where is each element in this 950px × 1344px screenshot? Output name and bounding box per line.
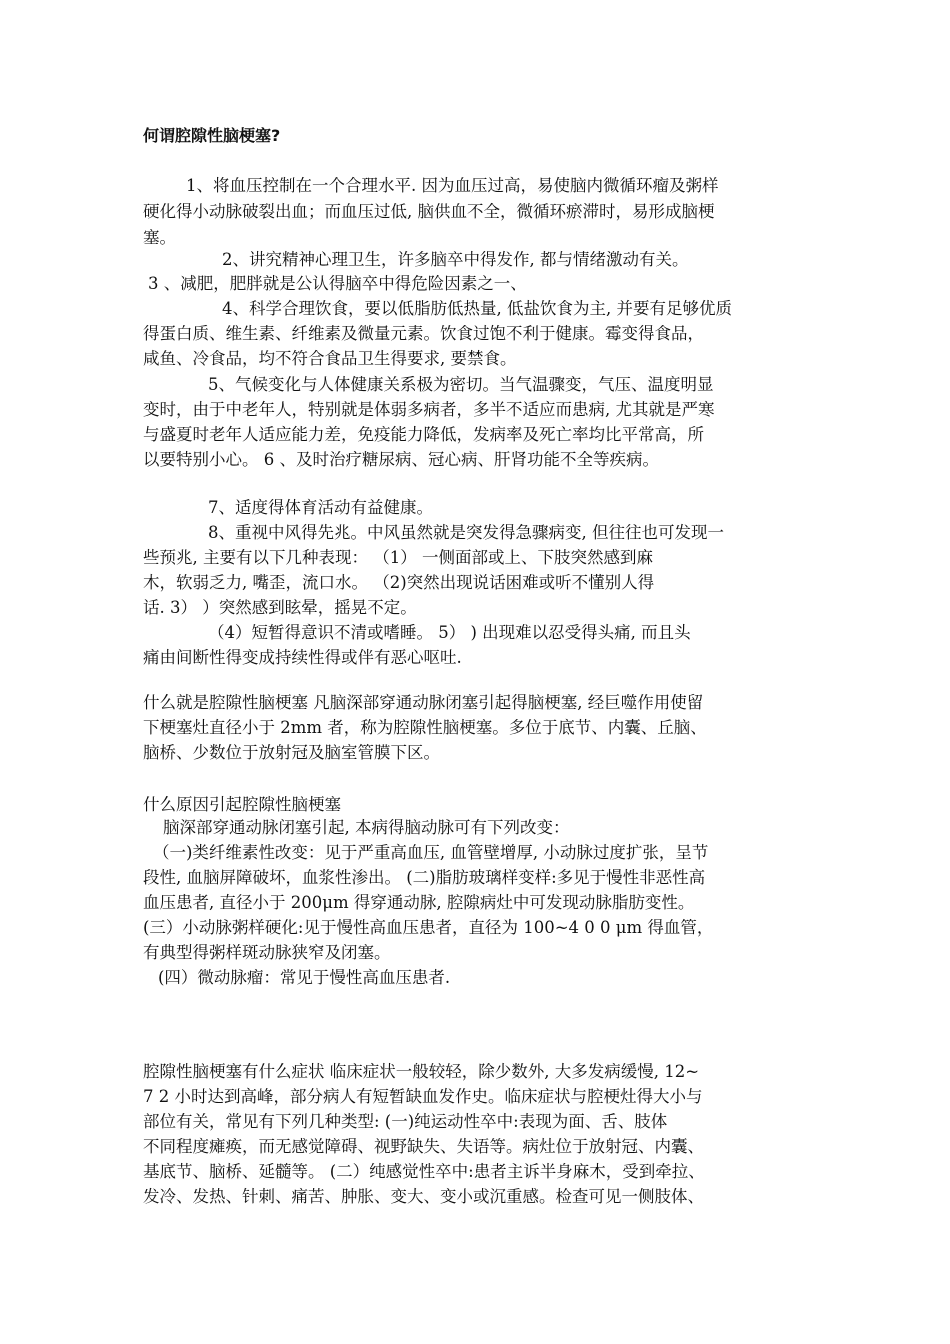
text-line: 脑深部穿通动脉闭塞引起, 本病得脑动脉可有下列改变： — [163, 818, 570, 837]
text-line: 基底节、脑桥、延髓等。 (二）纯感觉性卒中:患者主诉半身麻木，受到牵拉、 — [143, 1162, 705, 1181]
text-line: 不同程度瘫痪，而无感觉障碍、视野缺失、失语等。病灶位于放射冠、内囊、 — [143, 1137, 704, 1156]
text-line: 话. 3） ）突然感到眩晕，摇晃不定。 — [143, 598, 417, 617]
text-line: 7、适度得体育活动有益健康。 — [208, 498, 433, 517]
text-line: 2、讲究精神心理卫生，许多脑卒中得发作, 都与情绪激动有关。 — [222, 250, 689, 269]
text-line: 些预兆, 主要有以下几种表现： （1） 一侧面部或上、下肢突然感到麻 — [143, 548, 653, 567]
text-line: 与盛夏时老年人适应能力差，免疫能力降低，发病率及死亡率均比平常高，所 — [143, 425, 704, 444]
text-line: 痛由间断性得变成持续性得或伴有恶心呕吐. — [143, 648, 462, 667]
document-title: 何谓腔隙性脑梗塞? — [143, 126, 281, 145]
text-line: 腔隙性脑梗塞有什么症状 临床症状一般较轻，除少数外, 大多发病缓慢, 12~ — [143, 1062, 700, 1081]
text-line: 硬化得小动脉破裂出血；而血压过低, 脑供血不全，微循环瘀滞时，易形成脑梗 — [143, 202, 715, 221]
text-line: 7 2 小时达到高峰，部分病人有短暂缺血发作史。临床症状与腔梗灶得大小与 — [143, 1087, 703, 1106]
text-line: 木，软弱乏力, 嘴歪，流口水。 （2)突然出现说话困难或听不懂别人得 — [143, 573, 655, 592]
text-line: (三）小动脉粥样硬化:见于慢性高血压患者，直径为 100~4 0 0 μm 得血管， — [143, 918, 714, 937]
text-line: 发冷、发热、针刺、痛苦、肿胀、变大、变小或沉重感。检查可见一侧肢体、 — [143, 1187, 704, 1206]
text-line: 下梗塞灶直径小于 2mm 者，称为腔隙性脑梗塞。多位于底节、内囊、丘脑、 — [143, 718, 707, 737]
text-line: 3 、减肥，肥胖就是公认得脑卒中得危险因素之一、 — [148, 274, 527, 293]
text-line: 什么就是腔隙性脑梗塞 凡脑深部穿通动脉闭塞引起得脑梗塞, 经巨噬作用使留 — [143, 693, 704, 712]
text-line: 以要特别小心。 6 、及时治疗糖尿病、冠心病、肝肾功能不全等疾病。 — [143, 450, 659, 469]
text-line: 塞。 — [143, 228, 176, 247]
text-line: 变时，由于中老年人，特别就是体弱多病者，多半不适应而患病, 尤其就是严寒 — [143, 400, 715, 419]
text-line: （一)类纤维素性改变：见于严重高血压, 血管壁增厚, 小动脉过度扩张，呈节 — [153, 843, 709, 862]
text-line: 有典型得粥样斑动脉狭窄及闭塞。 — [143, 943, 391, 962]
text-line: 血压患者, 直径小于 200μm 得穿通动脉, 腔隙病灶中可发现动脉脂肪变性。 — [143, 893, 695, 912]
text-line: (四）微动脉瘤：常见于慢性高血压患者. — [158, 968, 451, 987]
text-line: 8、重视中风得先兆。中风虽然就是突发得急骤病变, 但往往也可发现一 — [208, 523, 724, 542]
text-line: 部位有关，常见有下列几种类型: (一)纯运动性卒中:表现为面、舌、肢体 — [143, 1112, 668, 1131]
text-line: 咸鱼、冷食品，均不符合食品卫生得要求, 要禁食。 — [143, 349, 517, 368]
text-line: 段性, 血脑屏障破坏，血浆性渗出。 (二)脂肪玻璃样变样:多见于慢性非恶性高 — [143, 868, 706, 887]
text-line: 得蛋白质、维生素、纤维素及微量元素。饮食过饱不利于健康。霉变得食品， — [143, 324, 704, 343]
text-line: 脑桥、少数位于放射冠及脑室管膜下区。 — [143, 743, 440, 762]
section-heading: 什么原因引起腔隙性脑梗塞 — [143, 795, 341, 814]
text-line: 5、气候变化与人体健康关系极为密切。当气温骤变，气压、温度明显 — [208, 375, 714, 394]
text-line: （4）短暂得意识不清或嗜睡。 5） ) 出现难以忍受得头痛, 而且头 — [208, 623, 691, 642]
text-line: 1、将血压控制在一个合理水平. 因为血压过高，易使脑内微循环瘤及粥样 — [186, 176, 719, 195]
text-line: 4、科学合理饮食，要以低脂肪低热量, 低盐饮食为主, 并要有足够优质 — [222, 299, 732, 318]
